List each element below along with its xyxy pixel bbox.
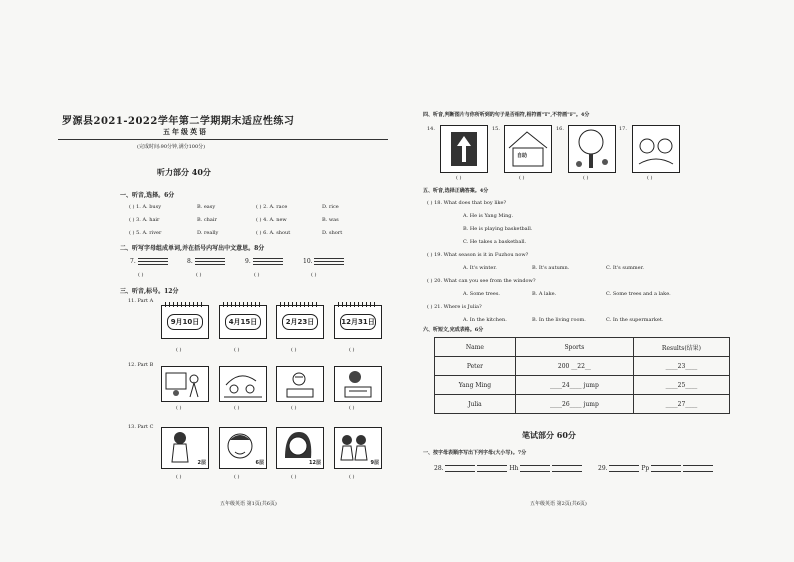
exam-note: (完成时间:90分钟,满分100分) [137,144,206,150]
q13-answer: ( ) [349,474,355,480]
q17-answer: ( ) [647,175,653,181]
q16-answer: ( ) [583,175,589,181]
girl-picture: 2层 [161,427,209,469]
header-rule [58,139,388,140]
q11-answer: ( ) [349,347,355,353]
picnic-picture [219,366,267,402]
q12-answer: ( ) [234,405,240,411]
page-footer: 五年级英语 第1页(共6页) [220,501,277,507]
calendar-picture: 2月23日 [276,305,324,339]
q4-heading: 四、听音,判断图片与你所听到的句子是否相符,相符画"T",不符画"F"。4分 [423,112,590,118]
q12-answer: ( ) [291,405,297,411]
q11-answer: ( ) [291,347,297,353]
q12-label: 12. Part B [128,362,154,368]
q14-answer: ( ) [456,175,462,181]
q15-answer: ( ) [519,175,525,181]
q6-heading: 六、听短文,完成表格。6分 [423,327,484,333]
q13-label: 13. Part C [128,424,154,430]
arrow-sign-picture [440,125,488,173]
q5-heading: 五、听音,选择正确答案。4分 [423,188,489,194]
q18-question: ( ) 18. What does that boy like? [427,200,507,206]
grade-subject: 五年级英语 [163,127,208,136]
q20-question: ( ) 20. What can you see from the window? [427,278,536,284]
q13-answer: ( ) [234,474,240,480]
table-header-row: Name Sports Results(结果) [435,338,730,357]
listening-section-title: 听力部分 40分 [157,167,211,177]
table-row: Julia ____26____ jump ____27____ [435,395,730,414]
q13-answer: ( ) [176,474,182,480]
w1-item-28: 28. Hh [434,465,582,472]
w1-item-29: 29. Pp [598,465,713,472]
results-table [434,337,730,414]
q12-answer: ( ) [176,405,182,411]
right-page: 四、听音,判断图片与你所听到的句子是否相符,相符画"T",不符画"F"。4分 14. 15. 自助 16. 17. ( ) ( ) ( ) ( ) 五、听音,选择正确答案。4分 ( ) 18. What does that boy like? A. He is Yang Ming. B. He is playing basketball. C. He takes a basketball. ( ) 19. What season is it in Fuzhou now? A. It's winter. B. It's autumn. C. It's summer. ( ) 20. What can you see from the window? A. Some trees. B. A lake. C. Some trees and a lake. ( ) 21. Where is Julia? A. In the kitchen. B. In the living room. C. In the supermarket. 六、听短文,完成表格。6分 Name Sports Results(结果) Peter 200 __22__ ____23____ Yang Ming ____24____ jump ____25____ Julia ____26____ jump ____27____ 笔试部分 60分 一、按字母表顺序写出下列字母(大小写)。7分 28. Hh 29. Pp 五年级英语 第2页(共6页) [400,0,794,562]
w1-heading: 一、按字母表顺序写出下列字母(大小写)。7分 [423,450,527,456]
table-row: Peter 200 __22__ ____23____ [435,357,730,376]
q13-answer: ( ) [291,474,297,480]
two-kids-picture: 9层 [334,427,382,469]
q11-answer: ( ) [176,347,182,353]
q11-answer: ( ) [234,347,240,353]
q19-question: ( ) 19. What season is it in Fuzhou now? [427,252,529,258]
calendar-picture: 9月10日 [161,305,209,339]
q3-heading: 三、听音,标号。12分 [120,288,179,295]
family-picture [161,366,209,402]
calendar-picture: 12月31日 [334,305,382,339]
q1-heading: 一、听音,选择。6分 [120,192,175,199]
animals-picture [632,125,680,173]
left-page: 罗源县2021-2022学年第二学期期末适应性练习 五年级英语 (完成时间:90分钟,满分100分) 听力部分 40分 一、听音,选择。6分 ( ) 1. A. busy B. easy ( ) 2. A. race D. rice ( ) 3. A. hair B. chair ( ) 4. A. new B. was ( ) 5. A. river D. really ( ) 6. A. shout D. short 二、听写字母组成单词,并在括号内写出中文意思。8分 7. 8. 9. 10. ( ) ( ) ( ) ( ) 三、听音,标号。12分 11. Part A 9月10日 4月15日 2月23日 12月31日 ( ) ( ) ( ) ( ) 12. Part B ( ) ( ) ( ) ( ) 13. Part C 2层 6层 12层 9层 ( ) ( ) ( ) ( ) 五年级英语 第1页(共6页) [0,0,400,562]
written-section-title: 笔试部分 60分 [522,430,576,440]
boy-face-picture: 6层 [219,427,267,469]
q12-answer: ( ) [349,405,355,411]
page-footer: 五年级英语 第2页(共6页) [530,501,587,507]
girl-face-picture: 12层 [276,427,324,469]
boy-studying-picture [276,366,324,402]
girl-reading-picture [334,366,382,402]
house-picture: 自助 [504,125,552,173]
q11-label: 11. Part A [128,298,154,304]
table-row: Yang Ming ____24____ jump ____25____ [435,376,730,395]
calendar-picture: 4月15日 [219,305,267,339]
tree-picture [568,125,616,173]
exam-title: 罗源县2021-2022学年第二学期期末适应性练习 [62,116,295,127]
q21-question: ( ) 21. Where is Julia? [427,304,482,310]
q2-heading: 二、听写字母组成单词,并在括号内写出中文意思。8分 [120,245,265,252]
